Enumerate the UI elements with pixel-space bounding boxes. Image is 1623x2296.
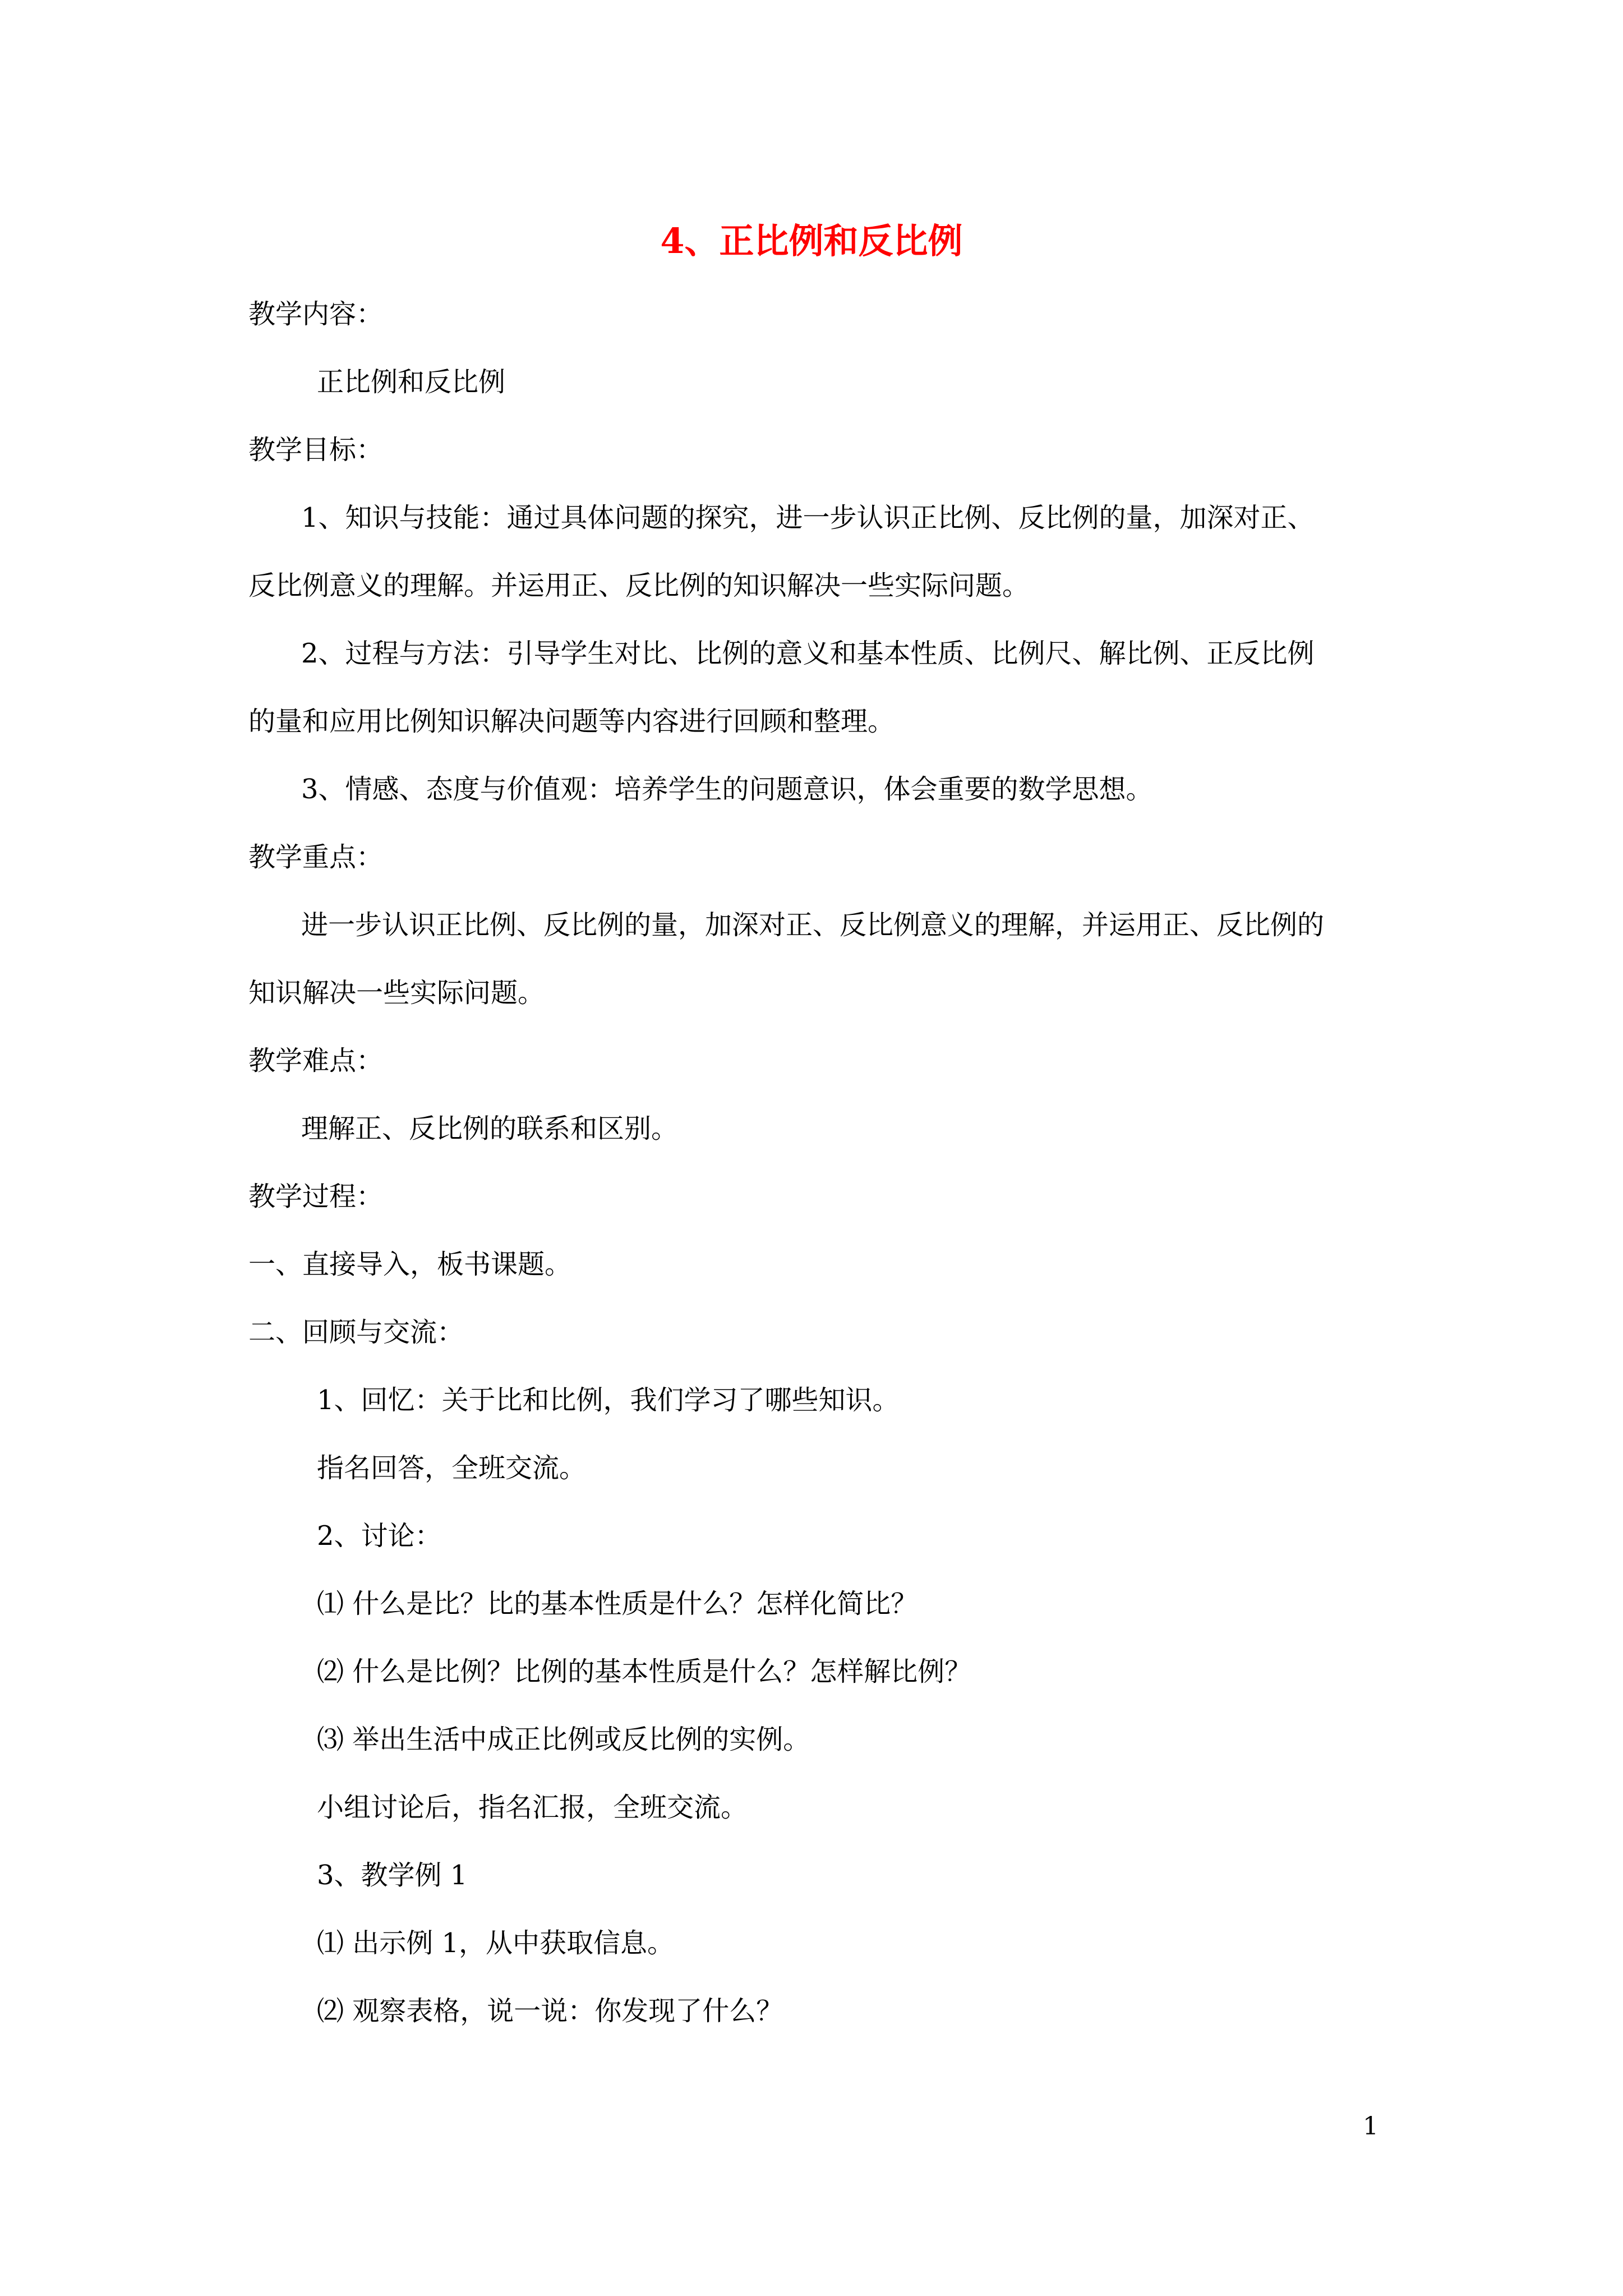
paragraph-line: 二、回顾与交流： — [248, 1317, 464, 1348]
paragraph-line: 1、回忆：关于比和比例，我们学习了哪些知识。 — [317, 1384, 900, 1416]
paragraph-line: 3、教学例 1 — [317, 1860, 468, 1891]
paragraph-line: 的量和应用比例知识解决问题等内容进行回顾和整理。 — [248, 706, 895, 737]
page-number: 1 — [1363, 2112, 1378, 2141]
list-item: ⑵ 观察表格，说一说：你发现了什么？ — [317, 1995, 783, 2027]
section-heading-difficulties: 教学难点： — [248, 1045, 384, 1076]
section-heading-key-points: 教学重点： — [248, 841, 384, 873]
paragraph-line: 小组讨论后，指名汇报，全班交流。 — [317, 1792, 748, 1823]
paragraph-line: 2、过程与方法：引导学生对比、比例的意义和基本性质、比例尺、解比例、正反比例 — [301, 638, 1315, 669]
paragraph-line: 一、直接导入，板书课题。 — [248, 1249, 572, 1280]
paragraph-line: 理解正、反比例的联系和区别。 — [301, 1113, 679, 1144]
section-heading-content: 教学内容： — [248, 298, 384, 330]
paragraph-line: 3、情感、态度与价值观：培养学生的问题意识，体会重要的数学思想。 — [301, 774, 1153, 805]
list-item: ⑴ 什么是比？比的基本性质是什么？怎样化简比？ — [317, 1588, 918, 1619]
paragraph-line: 进一步认识正比例、反比例的量，加深对正、反比例意义的理解，并运用正、反比例的 — [301, 909, 1325, 941]
document-title: 4、正比例和反比例 — [660, 220, 963, 261]
paragraph-line: 指名回答，全班交流。 — [317, 1452, 587, 1484]
paragraph-line: 反比例意义的理解。并运用正、反比例的知识解决一些实际问题。 — [248, 570, 1030, 601]
paragraph-line: 1、知识与技能：通过具体问题的探究，进一步认识正比例、反比例的量，加深对正、 — [301, 502, 1315, 533]
paragraph-line: 正比例和反比例 — [317, 366, 506, 398]
section-heading-process: 教学过程： — [248, 1181, 384, 1212]
list-item: ⑴ 出示例 1，从中获取信息。 — [317, 1927, 675, 1959]
section-heading-objectives: 教学目标： — [248, 434, 384, 466]
list-item: ⑶ 举出生活中成正比例或反比例的实例。 — [317, 1724, 810, 1755]
paragraph-line: 2、讨论： — [317, 1520, 442, 1552]
list-item: ⑵ 什么是比例？比例的基本性质是什么？怎样解比例？ — [317, 1656, 972, 1687]
paragraph-line: 知识解决一些实际问题。 — [248, 977, 545, 1009]
